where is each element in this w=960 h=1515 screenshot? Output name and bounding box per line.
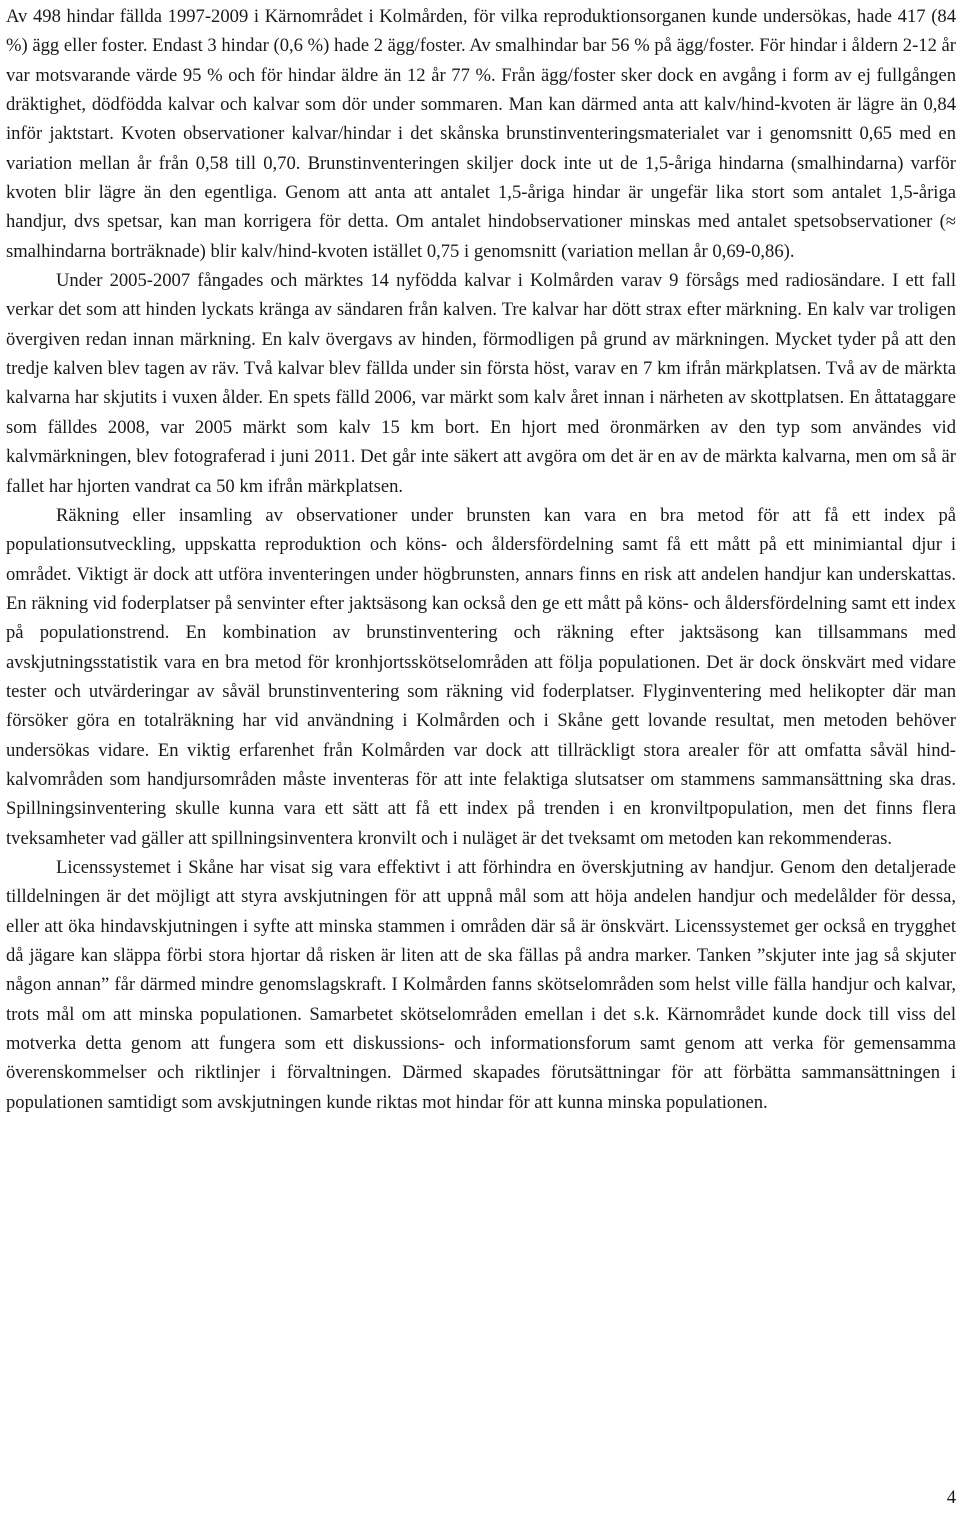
body-text	[6, 2, 956, 1117]
paragraph-inventory-methods: Räkning eller insamling av observationer under brunsten kan vara en bra metod för att få ett index på populationsutveckling, uppskatta reproduktion och köns- och åldersfördelning samt få ett mått på ett minimiantal djur i området. Viktigt är dock att utföra inventeringen under högbrunsten, annars finns en risk att andelen handjur kan underskattas. En räkning vid foderplatser på senvinter efter jaktsäsong kan också den ge ett mått på köns- och åldersfördelning samt ett index på populationstrend. En kombination av brunstinventering och räkning efter jaktsäsong kan tillsammans med avskjutningsstatistik vara en bra metod för kronhjortsskötselområden att följa populationen. Det är dock önskvärt med vidare tester och utvärderingar av såväl brunstinventering som räkning vid foderplatser. Flyginventering med helikopter där man försöker göra en totalräkning har vid användning i Kolmården och i Skåne gett lovande resultat, men metoden behöver undersökas vidare. En viktig erfarenhet från Kolmården var dock att tillräckligt stora arealer för att omfatta såväl hind-kalvområden som handjursområden måste inventeras för att inte felaktiga slutsatser om stammens sammansättning ska dras. Spillningsinventering skulle kunna vara ett sätt att få ett index på trenden i en kronviltpopulation, men det finns flera tveksamheter vad gäller att spillningsinventera kronvilt och i nuläget är det tveksamt om metoden kan rekommenderas.	[6, 504, 956, 849]
paragraph-reproduction-stats: Av 498 hindar fällda 1997-2009 i Kärnområdet i Kolmården, för vilka reproduktionsorganen kunde undersökas, hade 417 (84 %) ägg eller foster. Endast 3 hindar (0,6 %) hade 2 ägg/foster. Av smalhindar bar 56 % på ägg/foster. För hindar i åldern 2-12 år var motsvarande värde 95 % och för hindar äldre än 12 år 77 %. Från ägg/foster sker dock en avgång i form av ej fullgången dräktighet, dödfödda kalvar och kalvar som dör under sommaren. Man kan därmed anta att kalv/hind-kvoten är lägre än 0,84 inför jaktstart. Kvoten observationer kalvar/hindar i det skånska brunstinventeringsmaterialet var i genomsnitt 0,65 med en variation mellan år från 0,58 till 0,70. Brunstinventeringen skiljer dock inte ut de 1,5-åriga hindarna (smalhindarna) varför kvoten blir lägre än den egentliga. Genom att anta att antalet 1,5-åriga hindar är ungefär lika stort som antalet 1,5-åriga handjur, dvs spetsar, kan man korrigera för detta. Om antalet hindobservationer minskas med antalet spetsobservationer (≈ smalhindarna borträknade) blir kalv/hind-kvoten istället 0,75 i genomsnitt (variation mellan år 0,69-0,86).	[6, 6, 956, 262]
paragraph-license-system: Licenssystemet i Skåne har visat sig vara effektivt i att förhindra en överskjutning av handjur. Genom den detaljerade tilldelningen är det möjligt att styra avskjutningen för att uppnå mål som att höja andelen handjur och medelålder för dessa, eller att öka hindavskjutningen i syfte att minska stammen i områden där så är önskvärt. Licenssystemet ger också en trygghet då jägare kan släppa förbi stora hjortar då risken är liten att de ska fällas på andra marker. Tanken ”skjuter inte jag så skjuter någon annan” får därmed mindre genomslagskraft. I Kolmården fanns skötselområden som helst ville fälla handjur och kalvar, trots mål om att minska populationen. Samarbetet skötselområden emellan i det s.k. Kärnområdet kunde dock till viss del motverka detta genom att fungera som ett diskussions- och informationsforum samt genom att verka för gemensamma överenskommelser och riktlinjer i förvaltningen. Därmed skapades förutsättningar för att förbätta sammansättningen i populationen samtidigt som avskjutningen kunde riktas mot hindar för att kunna minska populationen.	[6, 856, 956, 1113]
page-number: 4	[946, 1487, 956, 1508]
paragraph-calf-marking: Under 2005-2007 fångades och märktes 14 nyfödda kalvar i Kolmården varav 9 försågs med radiosändare. I ett fall verkar det som att hinden lyckats kränga av sändaren från kalven. Tre kalvar har dött strax efter märkning. En kalv var troligen övergiven redan innan märkning. En kalv övergavs av hinden, förmodligen på grund av märkningen. Mycket tyder på att den tredje kalven blev tagen av räv. Två kalvar blev fällda under sin första höst, varav en 7 km ifrån märkplatsen. Två av de märkta kalvarna har skjutits i vuxen ålder. En spets fälld 2006, var märkt som kalv året innan i närheten av skottplatsen. En åttataggare som fälldes 2008, var 2005 märkt som kalv 15 km bort. En hjort med öronmärken av den typ som användes vid kalvmärkningen, blev fotograferad i juni 2011. Det går inte säkert att avgöra om det är en av de märkta kalvarna, men om så är fallet har hjorten vandrat ca 50 km ifrån märkplatsen.	[6, 270, 956, 497]
